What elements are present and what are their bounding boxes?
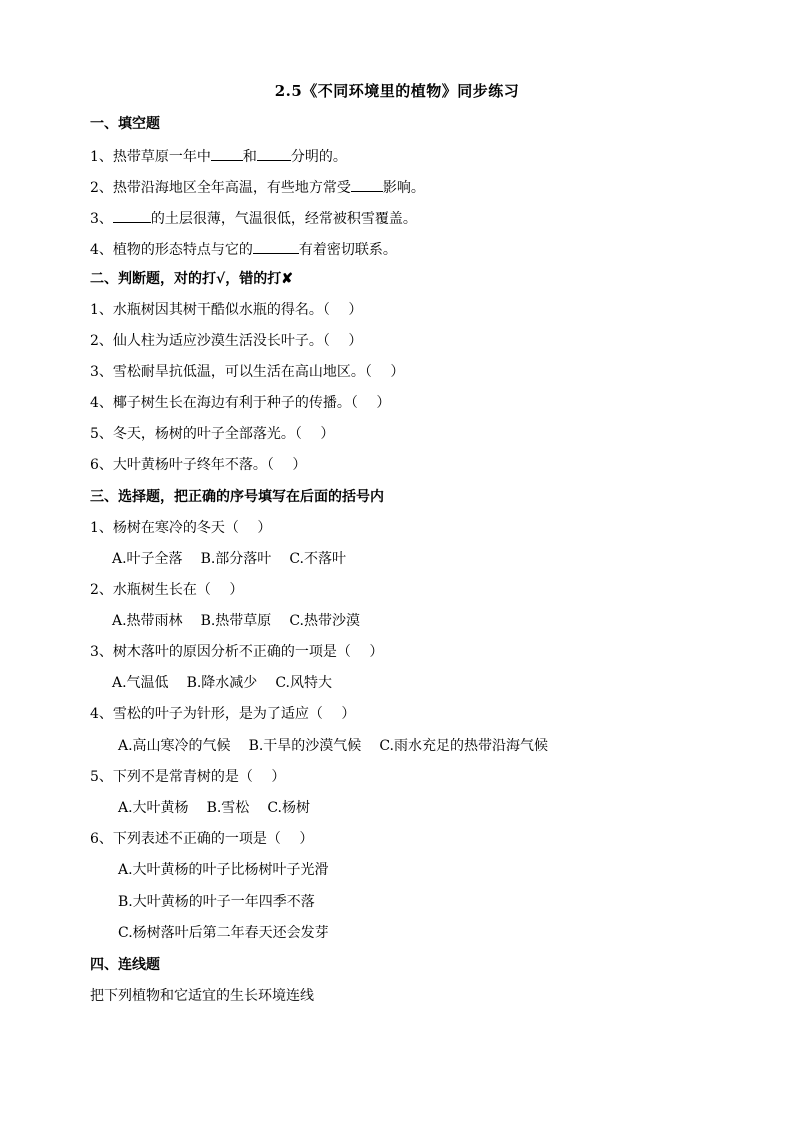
judge-heading: 二、判断题，对的打√，错的打✘ [90,271,293,287]
match-heading: 四、连线题 [90,957,160,973]
fill-q4-text-b: 有着密切联系。 [298,242,397,258]
fill-heading: 一、填空题 [90,116,160,132]
option-b: B.降水减少 [186,675,258,691]
option-a: A.叶子全落 [112,551,183,567]
option-c: C.风特大 [275,675,332,691]
judge-item: 1、水瓶树因其树干酷似水瓶的得名。（ ） [90,302,363,318]
option-b: B.雪松 [206,800,250,816]
choice-q6-stem: 6、下列表述不正确的一项是（ ） [90,831,314,847]
option-a: A.高山寒冷的气候 [118,738,231,754]
judge-item: 2、仙人柱为适应沙漠生活没长叶子。（ ） [90,333,363,349]
judge-item: 6、大叶黄杨叶子终年不落。（ ） [90,457,307,473]
fill-question-4 [90,238,397,260]
fill-q1-text-c: 分明的。 [290,149,347,165]
judge-item: 4、椰子树生长在海边有利于种子的传播。（ ） [90,395,391,411]
fill-q1-text-b: 和 [242,149,257,165]
fill-q3-text-b: 的土层很薄，气温很低，经常被积雪覆盖。 [150,211,417,227]
choice-q2-stem: 2、水瓶树生长在（ ） [90,582,244,598]
fill-q2-text-b: 影响。 [382,180,425,196]
option-c: C.不落叶 [289,551,346,567]
choice-q6-option-b: B.大叶黄杨的叶子一年四季不落 [118,894,315,910]
choice-q6-option-a: A.大叶黄杨的叶子比杨树叶子光滑 [118,862,329,878]
option-c: C.雨水充足的热带沿海气候 [379,738,548,754]
option-c: C.热带沙漠 [289,613,360,629]
fill-q1-text-a: 1、热带草原一年中 [90,149,211,165]
choice-q3-options [112,673,350,693]
fill-question-3 [90,207,417,229]
option-b: B.干旱的沙漠气候 [248,738,362,754]
fill-q3-text-a: 3、 [90,211,113,227]
option-a: A.气温低 [112,675,169,691]
choice-q1-options [112,549,364,569]
option-a: A.热带雨林 [112,613,183,629]
choice-q5-options [118,798,328,818]
choice-q1-stem: 1、杨树在寒冷的冬天（ ） [90,520,272,536]
choice-heading: 三、选择题，把正确的序号填写在后面的括号内 [90,489,384,505]
choice-q4-options [118,736,566,756]
match-instruction: 把下列植物和它适宜的生长环境连线 [90,988,314,1004]
answer-blank[interactable] [253,238,299,254]
fill-question-1 [90,145,347,167]
fill-question-2 [90,176,425,198]
choice-q6-option-c: C.杨树落叶后第二年春天还会发芽 [118,925,329,941]
fill-q4-text-a: 4、植物的形态特点与它的 [90,242,253,258]
answer-blank[interactable] [211,145,243,161]
page-title: 2.5《不同环境里的植物》同步练习 [274,82,520,100]
choice-q3-stem: 3、树木落叶的原因分析不正确的一项是（ ） [90,644,384,660]
option-b: B.部分落叶 [200,551,272,567]
answer-blank[interactable] [351,176,383,192]
judge-item: 3、雪松耐旱抗低温，可以生活在高山地区。（ ） [90,364,405,380]
option-c: C.杨树 [267,800,310,816]
choice-q4-stem: 4、雪松的叶子为针形，是为了适应（ ） [90,706,356,722]
choice-q2-options [112,611,378,631]
option-a: A.大叶黄杨 [118,800,189,816]
answer-blank[interactable] [113,207,151,223]
answer-blank[interactable] [257,145,291,161]
option-b: B.热带草原 [200,613,272,629]
fill-q2-text-a: 2、热带沿海地区全年高温，有些地方常受 [90,180,351,196]
choice-q5-stem: 5、下列不是常青树的是（ ） [90,769,286,785]
judge-item: 5、冬天，杨树的叶子全部落光。（ ） [90,426,335,442]
